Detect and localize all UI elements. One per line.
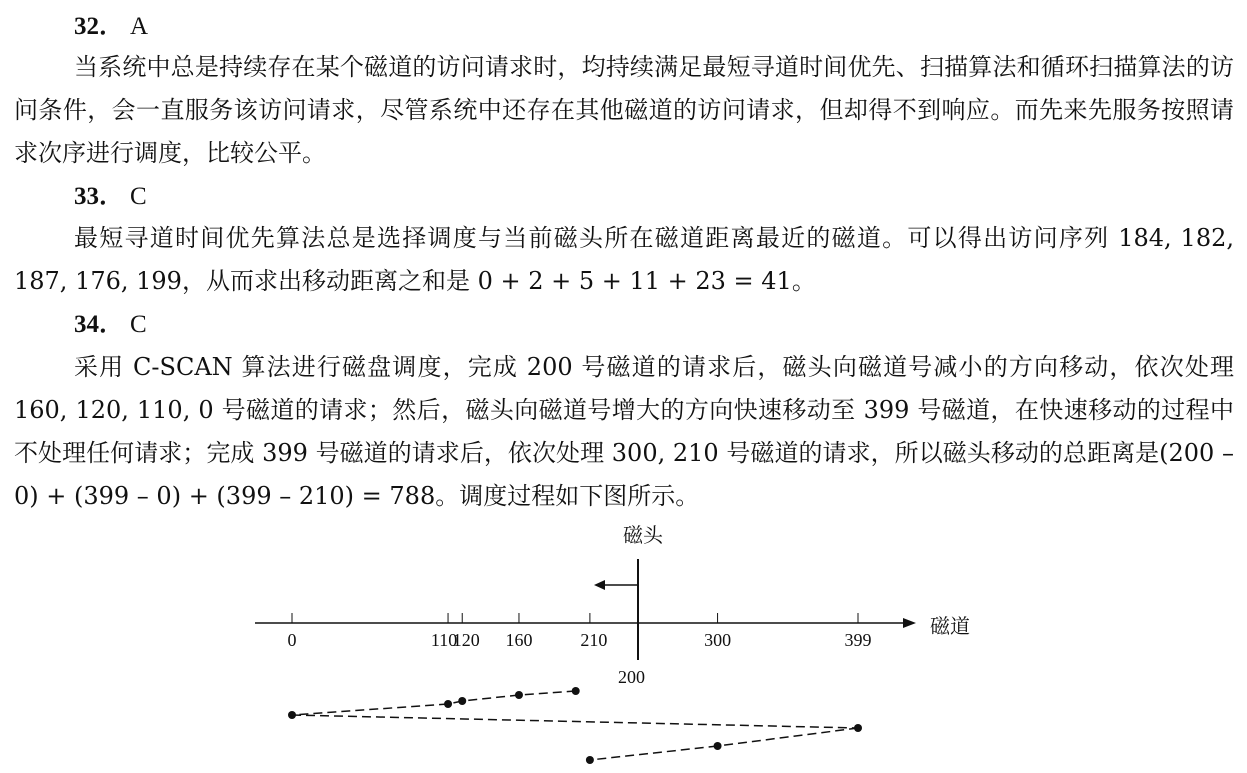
seek-path-segment <box>292 715 858 728</box>
question-34-explanation: 采用 C-SCAN 算法进行磁盘调度，完成 200 号磁道的请求后，磁头向磁道号减小的方向移动，依次处理 160, 120, 110, 0 号磁道的请求；然后，磁头向磁道号增大的方向快速移动至 399 号磁道，在快速移动的过程中不处理任何请求；完成 399 号磁道的请求后，依次处理 300, 210 号磁道的请求，所以磁头移动的总距离是(200 – 0) + (399 – 0) + (399 – 210) = 788。调度过程如下图所示。 <box>14 353 1234 510</box>
seek-path-segment <box>718 728 858 746</box>
seek-path-point <box>288 711 296 719</box>
question-32-explanation: 当系统中总是持续存在某个磁道的访问请求时，均持续满足最短寻道时间优先、扫描算法和循环扫描算法的访问条件，会一直服务该访问请求，尽管系统中还存在其他磁道的访问请求，但却得不到响应。而先来先服务按照请求次序进行调度，比较公平。 <box>14 53 1234 167</box>
track-tick-label: 399 <box>844 630 872 650</box>
seek-path-point <box>444 700 452 708</box>
seek-path-point <box>714 742 722 750</box>
question-number: 33． <box>74 183 125 210</box>
track-tick-label: 110 <box>430 630 458 650</box>
seek-path-segment <box>462 695 519 701</box>
seek-path-point <box>572 687 580 695</box>
seek-path-segment <box>590 746 718 760</box>
question-33-explanation: 最短寻道时间优先算法总是选择调度与当前磁头所在磁道距离最近的磁道。可以得出访问序列 184, 182, 187, 176, 199，从而求出移动距离之和是 0 + 2 + 5 + 11 + 23 = 41。 <box>14 224 1234 295</box>
seek-path-point <box>458 697 466 705</box>
track-tick-label: 160 <box>505 630 533 650</box>
seek-path-segment <box>292 704 448 715</box>
seek-path-point <box>854 724 862 732</box>
question-number: 34． <box>74 311 125 338</box>
track-tick-label: 0 <box>287 630 297 650</box>
question-number: 32． <box>74 13 125 40</box>
track-tick-label: 120 <box>452 630 480 650</box>
track-ticks <box>288 613 872 650</box>
head-direction-arrowhead <box>594 580 605 590</box>
cscan-diagram <box>0 515 1247 773</box>
track-axis-arrowhead <box>903 618 916 628</box>
seek-path-segment <box>519 691 576 695</box>
question-32-header <box>74 12 148 42</box>
start-track-label: 200 <box>618 667 645 687</box>
track-tick-label: 210 <box>580 630 608 650</box>
question-33-header <box>74 182 147 212</box>
head-label: 磁头 <box>623 525 663 547</box>
question-answer: C <box>130 311 147 338</box>
seek-path-point <box>586 756 594 764</box>
seek-path <box>288 687 862 764</box>
track-axis-label: 磁道 <box>930 616 970 638</box>
question-answer: C <box>130 183 147 210</box>
question-answer: A <box>130 13 149 40</box>
question-34-header <box>74 310 147 340</box>
track-tick-label: 300 <box>704 630 732 650</box>
seek-path-point <box>515 691 523 699</box>
